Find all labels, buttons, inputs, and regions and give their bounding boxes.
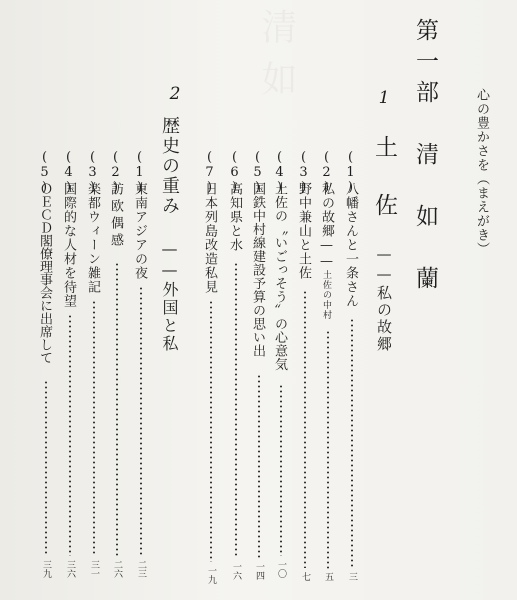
page-number: 一〇	[276, 560, 286, 578]
toc-entry[interactable]: 訪欧偶感	[108, 182, 123, 250]
dot-leader	[351, 318, 353, 568]
dot-leader	[304, 290, 306, 568]
toc-entry[interactable]: 八幡さんと一条さん	[343, 182, 358, 308]
chapter2-heading[interactable]	[160, 116, 178, 353]
page-number: 五	[323, 572, 333, 581]
page-number: 三一	[89, 560, 99, 578]
toc-entry[interactable]: 土佐の〝いごっそう〟の心意気	[272, 182, 287, 371]
item-number: (7)	[202, 150, 217, 195]
chapter2-number: 2	[165, 84, 185, 104]
chapter1-number: 1	[374, 88, 394, 108]
item-number: (4)	[272, 150, 287, 195]
show-through-text	[258, 60, 294, 96]
show-through-text	[258, 8, 294, 44]
chapter1-subtitle: ——私の故郷	[375, 245, 393, 353]
dot-leader	[140, 286, 142, 556]
chapter2-subtitle: ——外国と私	[160, 239, 179, 353]
dot-leader	[327, 330, 329, 570]
toc-entry[interactable]: 日本列島改造私見	[202, 182, 217, 294]
toc-entry[interactable]: 東南アジアの夜	[132, 182, 147, 280]
toc-entry[interactable]: 国鉄中村線建設予算の思い出	[250, 182, 265, 358]
toc-entry[interactable]: 国際的な人材を待望	[61, 182, 76, 308]
item-number: (6)	[227, 150, 242, 195]
dot-leader	[69, 314, 71, 556]
entry-text: 私の故郷——	[319, 182, 334, 270]
toc-entry[interactable]	[320, 182, 333, 320]
item-number: (2)	[108, 150, 123, 195]
entry-subtext: 土佐の中村	[321, 270, 331, 320]
page-number: 七	[300, 572, 310, 581]
dot-leader	[116, 262, 118, 556]
dot-leader	[280, 384, 282, 556]
chapter1-heading[interactable]	[372, 88, 395, 353]
dot-leader	[45, 380, 47, 556]
item-number: (3)	[85, 150, 100, 195]
toc-entry[interactable]: ＯＥＣＤ閣僚理事会に出席して	[37, 182, 52, 364]
dot-leader	[235, 262, 237, 558]
page-number: 一四	[254, 562, 264, 580]
toc-entry[interactable]: 楽都ウィーン雑記	[85, 182, 100, 294]
item-number: (2)	[319, 150, 334, 195]
page-number: 三九	[41, 560, 51, 578]
item-number: (1)	[343, 150, 358, 195]
item-number: (1)	[132, 150, 147, 195]
item-number: (3)	[296, 150, 311, 195]
page-number: 一九	[206, 566, 216, 584]
page-number: 三六	[65, 560, 75, 578]
page-number: 三	[347, 572, 357, 581]
dot-leader	[258, 374, 260, 558]
preface-entry[interactable]: 心の豊かさを（まえがき）	[474, 88, 489, 256]
chapter2-title: 歴史の重み	[159, 116, 180, 216]
page-number: 二三	[136, 560, 146, 578]
page-number: 二六	[112, 560, 122, 578]
item-number: (5)	[37, 150, 52, 195]
item-number: (5)	[250, 150, 265, 195]
chapter1-title: 土 佐	[371, 135, 397, 222]
page-number: 一六	[231, 562, 241, 580]
dot-leader	[210, 300, 212, 562]
toc-entry[interactable]: 野中兼山と土佐	[296, 182, 311, 280]
dot-leader	[93, 300, 95, 556]
item-number: (4)	[61, 150, 76, 195]
part-title: 第一部 清 如 蘭	[412, 18, 438, 297]
toc-entry[interactable]: 高知県と水	[227, 182, 242, 252]
